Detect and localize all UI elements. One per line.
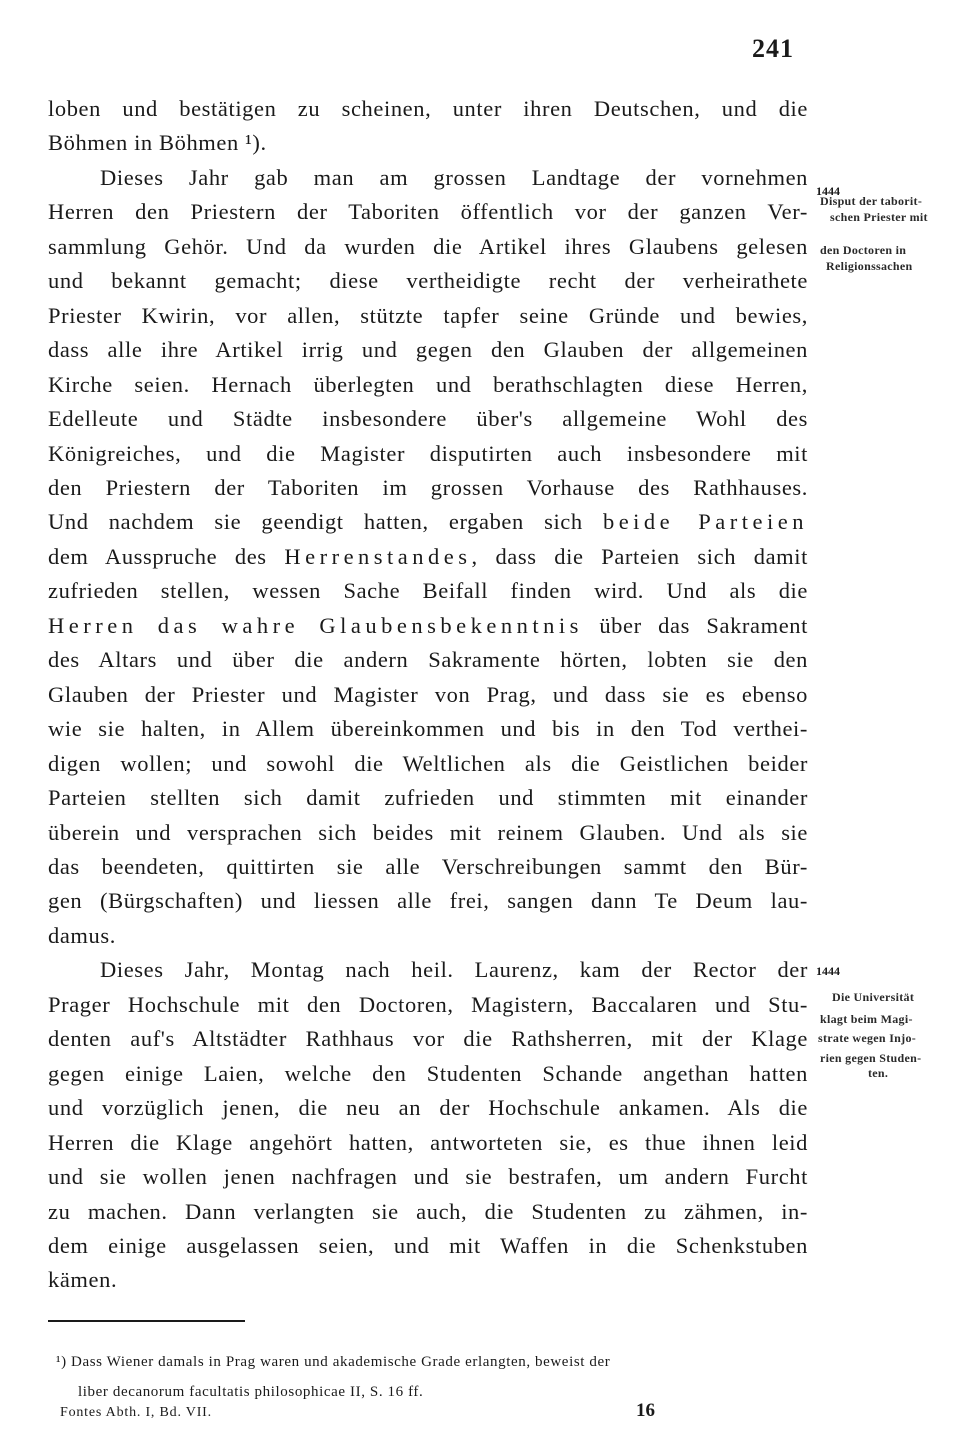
text-line: des Altars und über die andern Sakramente hörten, lobten sie den — [48, 647, 808, 673]
text-segment: dem Ausspruche des — [48, 543, 285, 569]
margin-note-line: ten. — [868, 1066, 889, 1080]
footnote-line: ¹) Dass Wiener damals in Prag waren und akademische Grade erlangten, beweist der — [56, 1354, 611, 1370]
text-line: Glauben der Priester und Magister von Prag, und dass sie es ebenso — [48, 681, 808, 707]
margin-note-line: Disput der taborit- — [820, 194, 923, 208]
text-line: und sie wollen jenen nachfragen und sie bestrafen, um andern Furcht — [48, 1164, 808, 1190]
margin-year-2: 1444 — [816, 964, 840, 978]
margin-note-line: strate wegen Injo- — [818, 1031, 917, 1045]
footnote-rule — [48, 1320, 245, 1322]
margin-note-2 — [818, 990, 921, 1082]
text-line: zu machen. Dann verlangten sie auch, die Studenten zu zähmen, in- — [48, 1198, 808, 1224]
text-line — [48, 609, 808, 643]
text-line: Parteien stellten sich damit zufrieden und stimmten mit einander — [48, 785, 808, 811]
text-line: sammlung Gehör. Und da wurden die Artikel ihres Glaubens gelesen — [48, 233, 808, 259]
text-line: Priester Kwirin, vor allen, stützte tapfer seine Gründe und bewies, — [48, 302, 808, 328]
text-line: und vorzüglich jenen, die neu an der Hochschule ankamen. Als die — [48, 1095, 808, 1121]
spaced-emphasis: beide Parteien — [602, 509, 808, 535]
text-line: digen wollen; und sowohl die Weltlichen als die Geistlichen beider — [48, 750, 808, 776]
spaced-emphasis: Herrenstandes — [284, 543, 472, 569]
text-line: dem einige ausgelassen seien, und mit Waffen in die Schenkstuben — [48, 1232, 808, 1258]
text-line: überein und versprachen sich beides mit reinem Glauben. Und als sie — [48, 819, 808, 845]
text-line: Herren die Klage angehört hatten, antworteten sie, es thue ihnen leid — [48, 1129, 808, 1155]
text-segment: über das Sakrament — [582, 612, 808, 638]
margin-note-1 — [820, 194, 928, 274]
margin-note-line: schen Priester mit — [830, 209, 928, 224]
text-line: und bekannt gemacht; diese vertheidigte recht der verheirathete — [48, 268, 808, 294]
text-line: gegen einige Laien, welche den Studenten Schande angethan hatten — [48, 1060, 808, 1086]
footer-signature: 16 — [636, 1400, 655, 1421]
text-line: gen (Bürgschaften) und liessen alle frei, sangen dann Te Deum lau- — [48, 888, 808, 914]
margin-year-1: 1444 — [816, 184, 840, 198]
text-line: Böhmen in Böhmen ¹). — [48, 130, 267, 156]
text-line: den Priestern der Taboriten im grossen Vorhause des Rathhauses. — [48, 474, 808, 500]
margin-note-line: Religionssachen — [826, 258, 913, 273]
margin-note-line: den Doctoren in — [820, 243, 907, 257]
text-line: Herren den Priestern der Taboriten öffentlich vor der ganzen Ver- — [48, 199, 808, 225]
text-segment: , dass die Parteien sich damit — [471, 543, 808, 569]
text-line: kämen. — [48, 1267, 118, 1293]
text-line: wie sie halten, in Allem übereinkommen und bis in den Tod verthei- — [48, 716, 808, 742]
text-line: Prager Hochschule mit den Doctoren, Magistern, Baccalaren und Stu- — [48, 991, 808, 1017]
text-line: das beendeten, quittirten sie alle Verschreibungen sammt den Bür- — [48, 853, 808, 879]
text-line: zufrieden stellen, wessen Sache Beifall finden wird. Und als die — [48, 578, 808, 604]
text-line: Edelleute und Städte insbesondere über's allgemeine Wohl des — [48, 406, 808, 432]
text-line — [48, 540, 808, 574]
text-line — [48, 505, 808, 539]
text-line: dass alle ihre Artikel irrig und gegen den Glauben der allgemeinen — [48, 337, 808, 363]
text-line: loben und bestätigen zu scheinen, unter ihren Deutschen, und die — [48, 96, 808, 121]
text-line: Dieses Jahr, Montag nach heil. Laurenz, kam der Rector der — [100, 957, 808, 983]
text-line: Königreiches, und die Magister disputirten auch insbesondere mit — [48, 440, 808, 466]
text-line: denten auf's Altstädter Rathhaus vor die Rathsherren, mit der Klage — [48, 1026, 808, 1052]
margin-note-line: rien gegen Studen- — [820, 1050, 922, 1065]
text-segment: Und nachdem sie geendigt hatten, ergaben sich — [48, 509, 603, 535]
page-number: 241 — [752, 34, 794, 63]
footnote — [56, 1347, 801, 1407]
spaced-emphasis: Herren das wahre Glaubensbekenntnis — [48, 612, 583, 638]
text-line: damus. — [48, 922, 116, 948]
margin-note-line: Die Universität — [832, 990, 915, 1004]
body-text — [48, 92, 808, 1298]
footnote-line: liber decanorum facultatis philosophicae II, S. 16 ff. — [78, 1384, 424, 1400]
margin-note-line: klagt beim Magi- — [820, 1011, 913, 1026]
text-line: Kirche seien. Hernach überlegten und berathschlagten diese Herren, — [48, 371, 808, 397]
footer-source: Fontes Abth. I, Bd. VII. — [60, 1405, 212, 1420]
text-line: Dieses Jahr gab man am grossen Landtage der vornehmen — [100, 164, 808, 190]
